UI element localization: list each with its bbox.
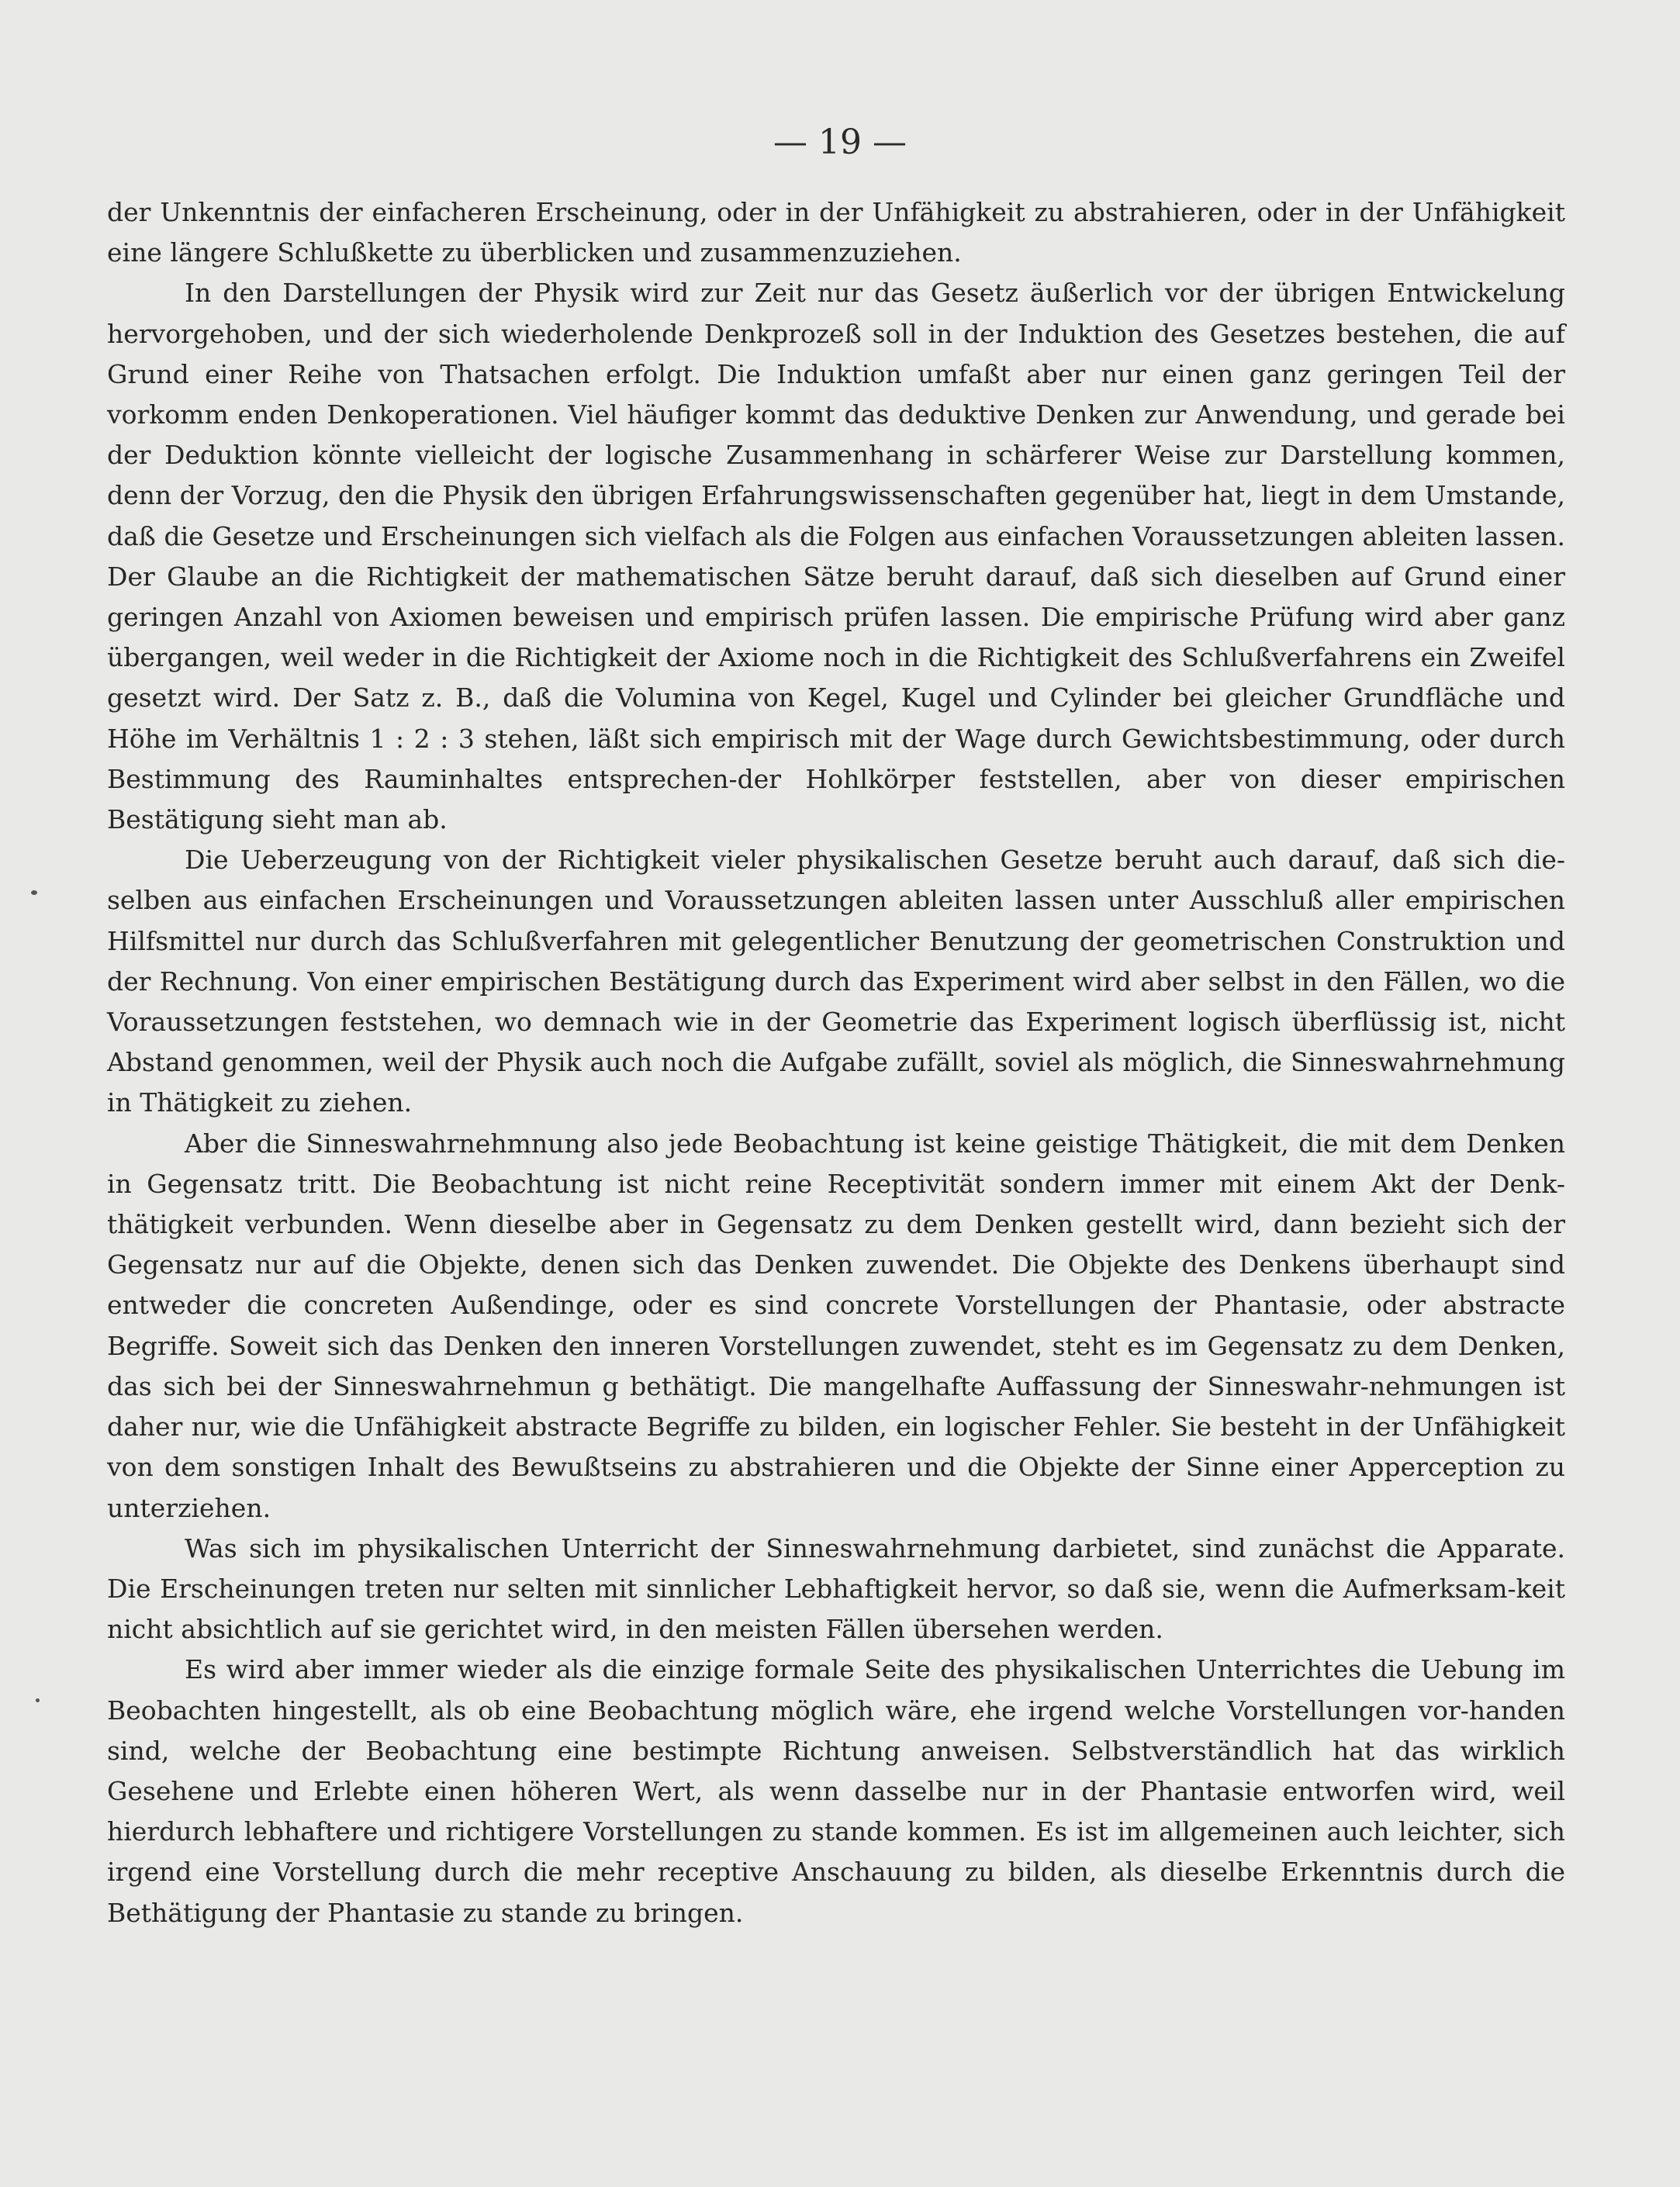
ink-speck (31, 890, 37, 895)
paragraph-continuation: der Unkenntnis der einfacheren Erscheinung, oder in der Unfähigkeit zu abstrahieren, oder in der Unfähigkeit eine längere Schlußkette zu überblicken und zusammenzuziehen. (107, 197, 1565, 268)
body-text (107, 192, 1565, 1933)
page-number: — 19 — (773, 123, 907, 162)
paragraph: Was sich im physikalischen Unterricht der Sinneswahrnehmung darbietet, sind zunächst die Apparate. Die Erscheinungen treten nur selten mit sinnlicher Lebhaftigkeit hervor, so daß sie, wenn die Aufmerksam-keit nicht absichtlich auf sie gerichtet wird, in den meisten Fällen übersehen werden. (107, 1532, 1565, 1645)
ink-speck (36, 1698, 40, 1702)
paragraph: Es wird aber immer wieder als die einzige formale Seite des physikalischen Unterrichtes die Uebung im Beobachten hingestellt, als ob eine Beobachtung möglich wäre, ehe irgend welche Vorstellungen vor-handen sind, welche der Beobachtung eine bestimpte Richtung anweisen. Selbstverständlich hat das wirklich Gesehene und Erlebte einen höheren Wert, als wenn dasselbe nur in der Phantasie entworfen wird, weil hierdurch lebhaftere und richtigere Vorstellungen zu stande kommen. Es ist im allgemeinen auch leichter, sich irgend eine Vorstellung durch die mehr receptive Anschauung zu bilden, als dieselbe Erkenntnis durch die Bethätigung der Phantasie zu stande zu bringen. (107, 1654, 1565, 1928)
paragraph: Die Ueberzeugung von der Richtigkeit vieler physikalischen Gesetze beruht auch darauf, daß sich die-selben aus einfachen Erscheinungen und Voraussetzungen ableiten lassen unter Ausschluß aller empirischen Hilfsmittel nur durch das Schlußverfahren mit gelegentlicher Benutzung der geometrischen Construktion und der Rechnung. Von einer empirischen Bestätigung durch das Experiment wird aber selbst in den Fällen, wo die Voraussetzungen feststehen, wo demnach wie in der Geometrie das Experiment logisch überflüssig ist, nicht Abstand genommen, weil der Physik auch noch die Aufgabe zufällt, soviel als möglich, die Sinneswahrnehmung in Thätigkeit zu ziehen. (107, 845, 1565, 1118)
paragraph: In den Darstellungen der Physik wird zur Zeit nur das Gesetz äußerlich vor der übrigen Entwickelung hervorgehoben, und der sich wiederholende Denkprozeß soll in der Induktion des Gesetzes bestehen, die auf Grund einer Reihe von Thatsachen erfolgt. Die Induktion umfaßt aber nur einen ganz geringen Teil der vorkomm enden Denkoperationen. Viel häufiger kommt das deduktive Denken zur Anwendung, und gerade bei der Deduktion könnte vielleicht der logische Zusammenhang in schärferer Weise zur Darstellung kommen, denn der Vorzug, den die Physik den übrigen Erfahrungswissenschaften gegenüber hat, liegt in dem Umstande, daß die Gesetze und Erscheinungen sich vielfach als die Folgen aus einfachen Voraussetzungen ableiten lassen. Der Glaube an die Richtigkeit der mathematischen Sätze beruht darauf, daß sich dieselben auf Grund einer geringen Anzahl von Axiomen beweisen und empirisch prüfen lassen. Die empirische Prüfung wird aber ganz übergangen, weil weder in die Richtigkeit der Axiome noch in die Richtigkeit des Schlußverfahrens ein Zweifel gesetzt wird. Der Satz z. B., daß die Volumina von Kegel, Kugel und Cylinder bei gleicher Grundfläche und Höhe im Verhältnis 1 : 2 : 3 stehen, läßt sich empirisch mit der Wage durch Gewichtsbestimmung, oder durch Bestimmung des Rauminhaltes entsprechen-der Hohlkörper feststellen, aber von dieser empirischen Bestätigung sieht man ab. (107, 278, 1565, 835)
paragraph: Aber die Sinneswahrnehmnung also jede Beobachtung ist keine geistige Thätigkeit, die mit dem Denken in Gegensatz tritt. Die Beobachtung ist nicht reine Receptivität sondern immer mit einem Akt der Denk-thätigkeit verbunden. Wenn dieselbe aber in Gegensatz zu dem Denken gestellt wird, dann bezieht sich der Gegensatz nur auf die Objekte, denen sich das Denken zuwendet. Die Objekte des Denkens überhaupt sind entweder die concreten Außendinge, oder es sind concrete Vorstellungen der Phantasie, oder abstracte Begriffe. Soweit sich das Denken den inneren Vorstellungen zuwendet, steht es im Gegensatz zu dem Denken, das sich bei der Sinneswahrnehmun g bethätigt. Die mangelhafte Auffassung der Sinneswahr-nehmungen ist daher nur, wie die Unfähigkeit abstracte Begriffe zu bilden, ein logischer Fehler. Sie besteht in der Unfähigkeit von dem sonstigen Inhalt des Bewußtseins zu abstrahieren und die Objekte der Sinne einer Apperception zu unterziehen. (107, 1128, 1565, 1523)
